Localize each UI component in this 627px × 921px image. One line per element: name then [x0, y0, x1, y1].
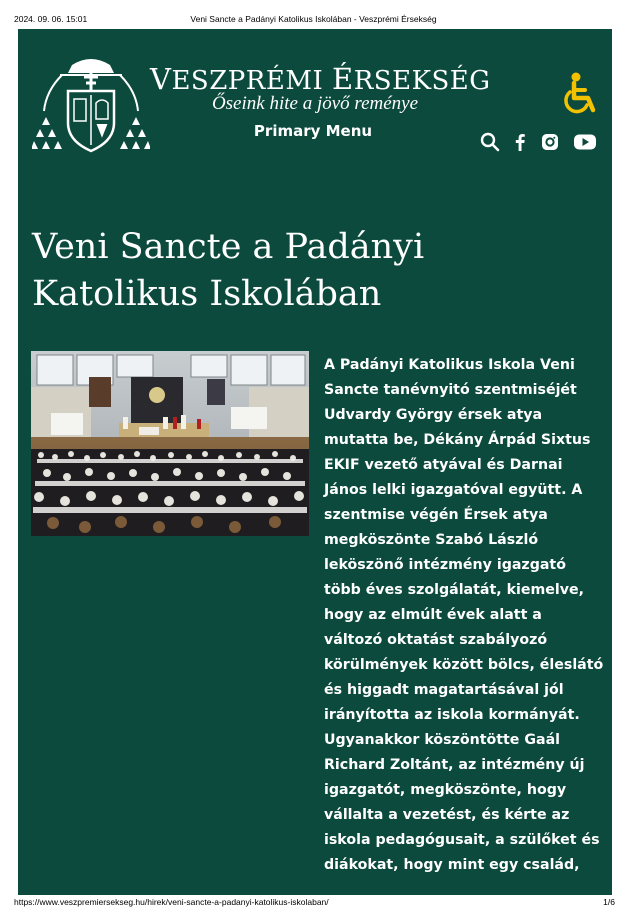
page-body: [18, 29, 612, 895]
accessibility-button[interactable]: [560, 72, 600, 116]
print-footer: [0, 897, 627, 921]
article-title: Veni Sancte a Padányi Katolikus Iskolában: [32, 227, 425, 314]
print-document-title: Veni Sancte a Padányi Katolikus Iskolában - Veszprémi Érsekség: [190, 14, 437, 24]
article-body: A Padányi Katolikus Iskola Veni Sancte tanévnyitó szentmiséjét Udvardy György érsek atya mutatta be, Dékány Árpád Sixtus EKIF vezető atyával és Darnai János lelki igazgatóval együtt. A szentmise végén Érsek atya megköszönte Szabó László leköszönő intézmény igazgató több éves szolgálatát, kiemelve, hogy az elmúlt évek alatt a változó oktatást szabályozó körülmények között bölcs, éleslátó és higgadt magatartásával jól irányította az iskola kormányát. Ugyanakkor köszöntötte Gaál Richard Zoltánt, az intézmény új igazgatót, megköszönte, hogy vállalta a vezetést, és kérte az iskola pedagógusait, a szülőket és diákokat, hogy mint egy család,: [324, 357, 604, 873]
instagram-icon[interactable]: [539, 131, 561, 153]
site-title-initial-2: É: [332, 62, 354, 96]
site-title-initial-1: V: [150, 62, 172, 96]
site-title[interactable]: [150, 62, 491, 96]
site-title-part-2: RSEKSÉG: [353, 66, 491, 96]
social-links: [476, 129, 606, 155]
print-url: https://www.veszpremiersekseg.hu/hirek/veni-sancte-a-padanyi-katolikus-iskolaban/: [14, 897, 329, 907]
print-page-number: 1/6: [603, 897, 615, 907]
primary-menu-toggle[interactable]: Primary Menu: [253, 122, 373, 140]
print-datetime: 2024. 09. 06. 15:01: [14, 14, 88, 24]
print-header: [0, 0, 627, 28]
coat-of-arms-icon: [32, 51, 150, 157]
search-icon[interactable]: [479, 131, 501, 153]
site-title-part-1: ESZPRÉMI: [171, 66, 333, 96]
archdiocese-logo[interactable]: [32, 51, 150, 157]
site-tagline: Őseink hite a jövő reménye: [211, 93, 419, 114]
wheelchair-icon: [560, 72, 600, 116]
article-photo: [31, 351, 309, 536]
school-mass-photo: [31, 351, 309, 536]
youtube-icon[interactable]: [572, 131, 598, 153]
facebook-icon[interactable]: [509, 131, 531, 153]
